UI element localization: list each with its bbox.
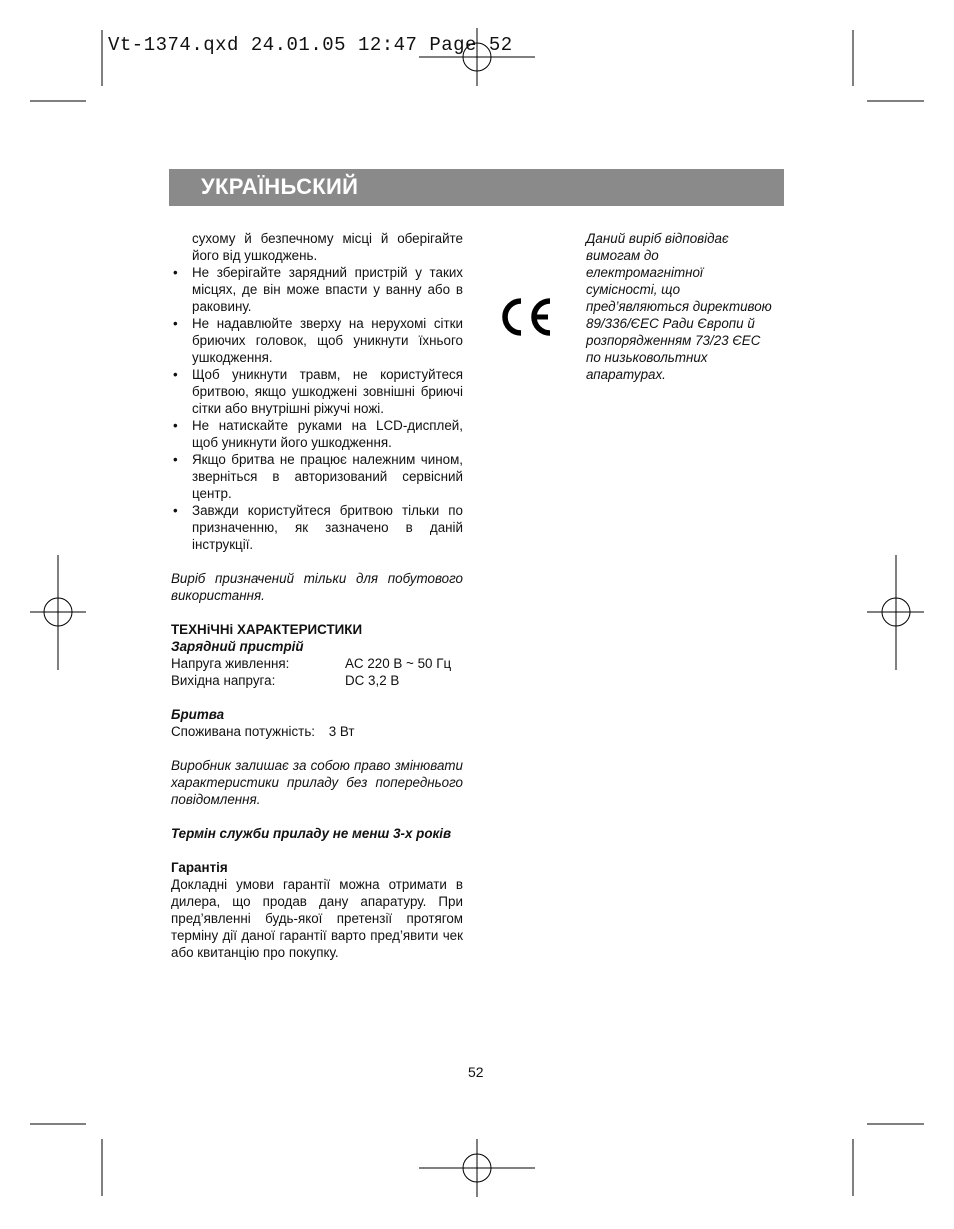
list-item: • Не зберігайте зарядний пристрій у таких місцях, де він може впасти у ванну або в раковину. [173, 265, 463, 314]
spec-label: Вихідна напруга: [171, 673, 276, 688]
section-title: УКРАЇНЬСКИЙ [201, 174, 359, 199]
household-note: Виріб призначений тільки для побутового використання. [171, 571, 463, 603]
list-item: • Не надавлюйте зверху на нерухомі сітки бриючих головок, щоб уникнути їхнього ушкодження. [173, 316, 463, 365]
ce-mark-icon [498, 295, 554, 344]
bullet-icon: • [173, 503, 178, 518]
file-slug-line: Vt-1374.qxd 24.01.05 12:47 Page 52 [108, 34, 513, 56]
page-number: 52 [468, 1064, 484, 1080]
charger-heading: Зарядний пристрій [171, 639, 304, 654]
section-header-bar [169, 169, 784, 206]
bullet-icon: • [173, 452, 178, 467]
left-column [171, 230, 463, 961]
list-item: • Щоб уникнути травм, не користуйтеся бритвою, якщо ушкоджені зовнішні бриючі сітки або внутрішні ріжучі ножі. [173, 367, 463, 416]
spec-label: Споживана потужність: [171, 724, 316, 739]
spec-value: AC 220 В ~ 50 Гц [345, 656, 452, 671]
ce-compliance-text: Даний виріб відповідає вимогам до електромагнітної сумісності, що пред’являються директивою 89/336/ЄЕС Ради Європи й розпорядженням 73/23 ЄЕС по низьковольтних апаратурах. [586, 231, 772, 382]
list-item: • Не натискайте руками на LCD-дисплей, щоб уникнути його ушкодження. [173, 418, 463, 450]
safety-list [171, 264, 463, 553]
list-item: • Якщо бритва не працює належним чином, зверніться в авторизований сервісний центр. [173, 452, 463, 501]
warranty-text: Докладні умови гарантії можна отримати в дилера, що продав дану апаратуру. При пред’явленні будь-якої претензії протягом терміну дії даної гарантії варто пред’явити чек або квитанцію про покупку. [171, 877, 463, 960]
bullet-icon: • [173, 367, 178, 382]
shaver-heading: Бритва [171, 707, 225, 722]
service-life-note: Термін служби приладу не менш 3-х років [171, 826, 452, 841]
warranty-heading: Гарантія [171, 860, 228, 875]
spec-value: 3 Вт [328, 724, 355, 739]
spec-row [171, 672, 463, 689]
bullet-icon: • [173, 265, 178, 280]
bullet-icon: • [173, 418, 178, 433]
bullet-icon: • [173, 316, 178, 331]
spec-row [171, 655, 463, 672]
list-item: • Завжди користуйтеся бритвою тільки по призначенню, як зазначено в даній інструкції. [173, 503, 463, 552]
spec-value: DC 3,2 В [345, 673, 400, 688]
spec-row [171, 723, 463, 740]
tech-specs-heading: ТЕХНіЧНі ХАРАКТЕРИСТИКИ [171, 622, 363, 637]
manufacturer-note: Виробник залишає за собою право змінювати характеристики приладу без попереднього повідомлення. [171, 758, 463, 807]
intro-text: сухому й безпечному місці й оберігайте його від ушкоджень. [192, 231, 463, 263]
spec-label: Напруга живлення: [171, 656, 290, 671]
